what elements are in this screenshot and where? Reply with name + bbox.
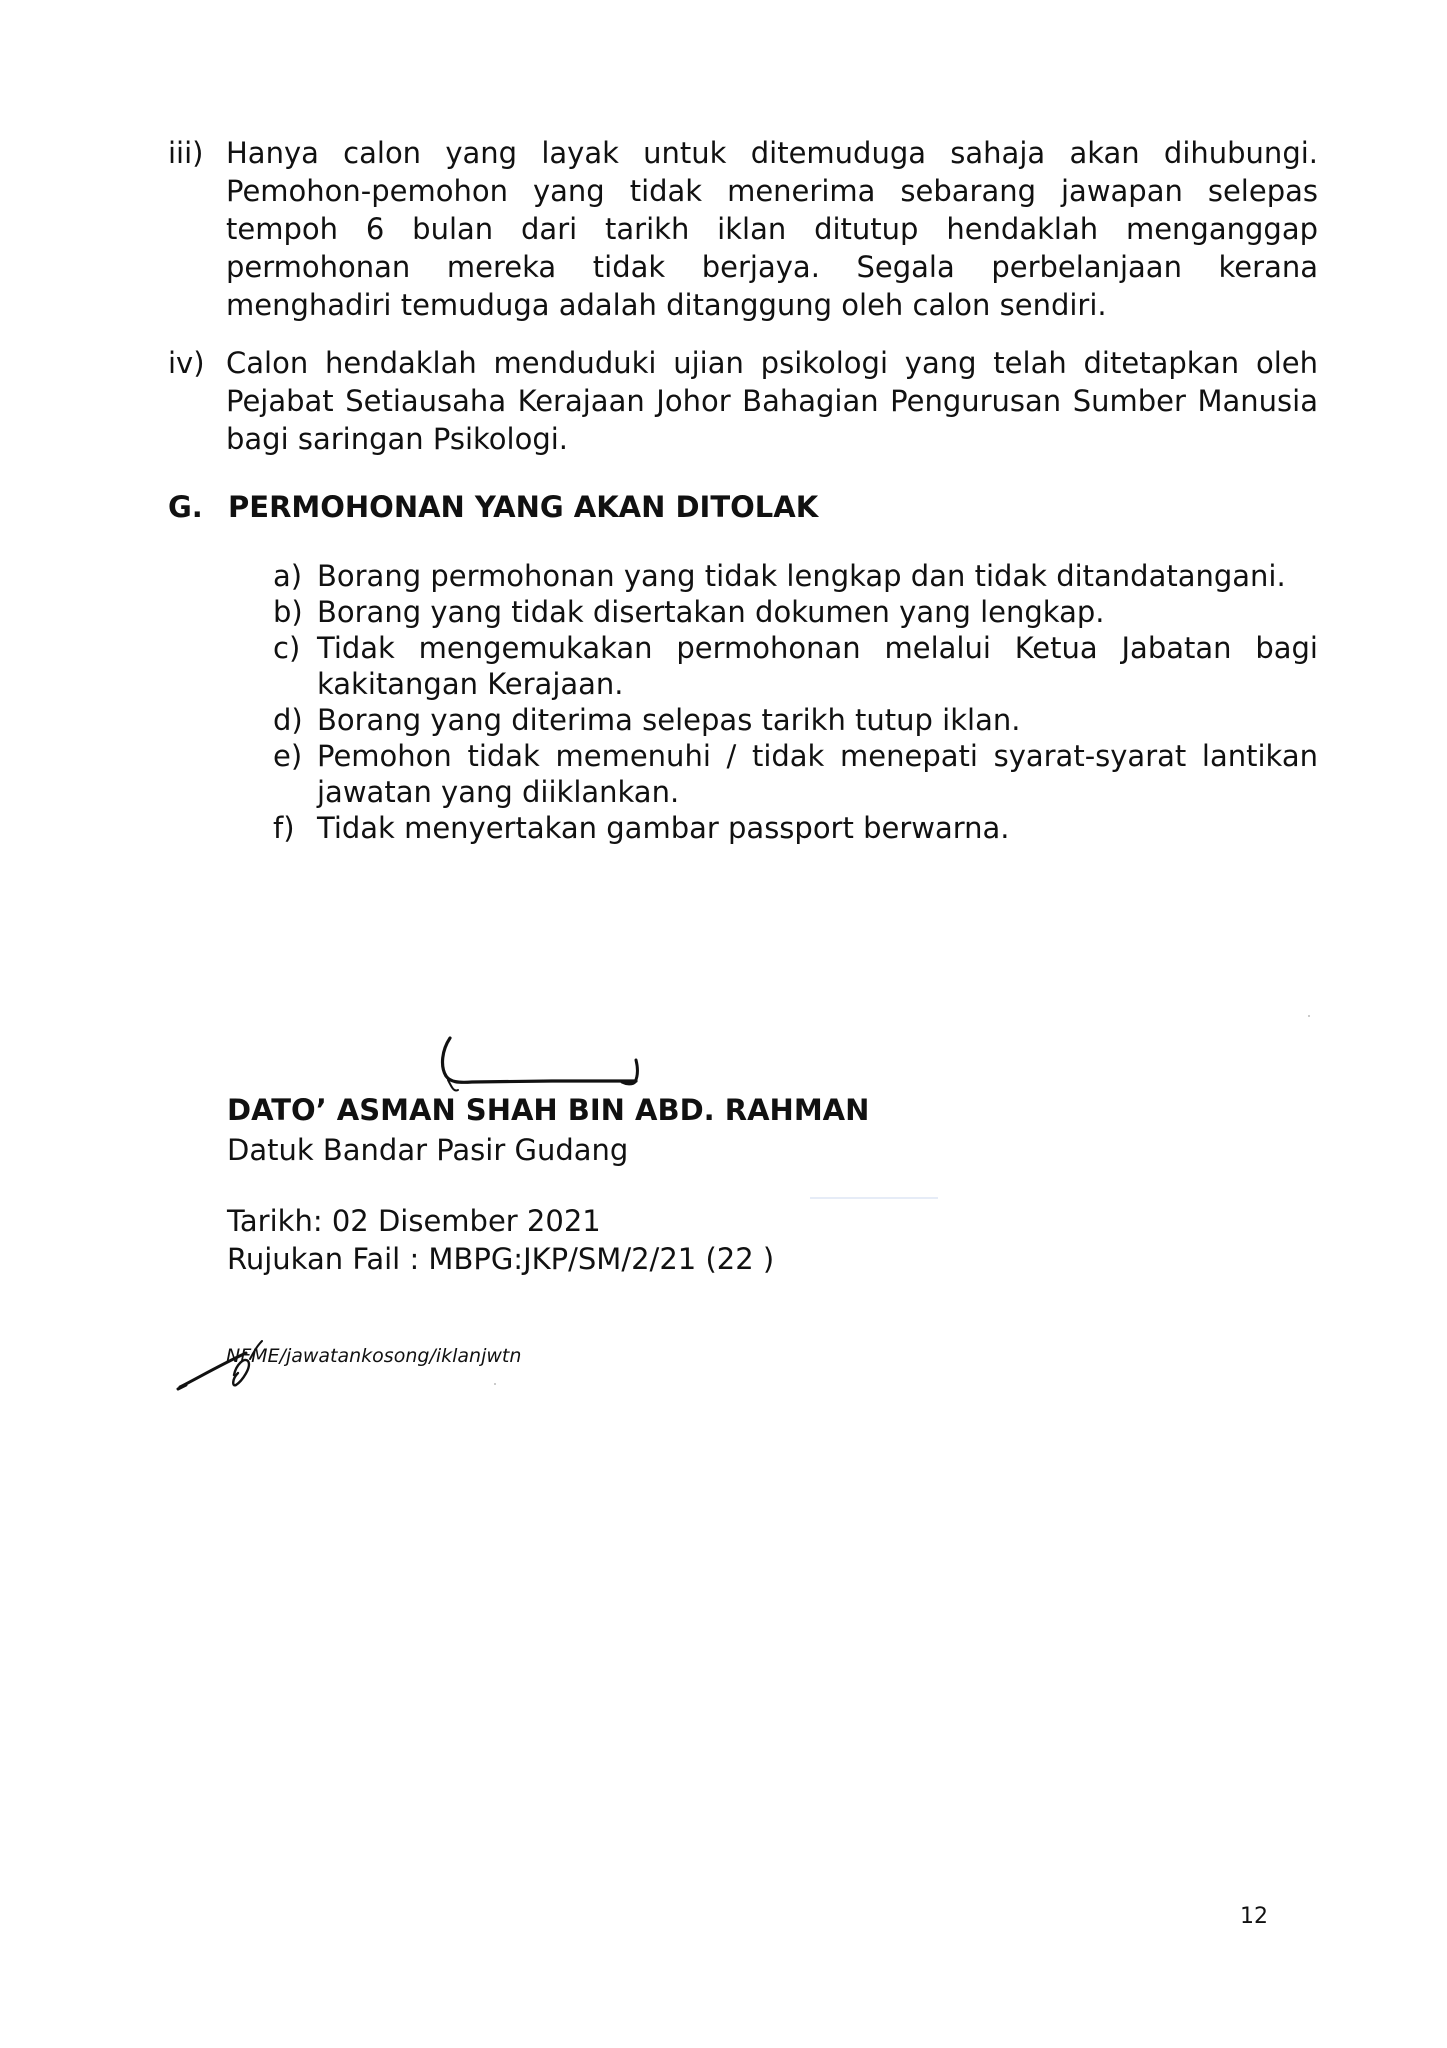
signatory-block	[227, 1090, 869, 1170]
list-item	[273, 810, 1318, 846]
signatory-title: Datuk Bandar Pasir Gudang	[227, 1133, 629, 1167]
list-item	[273, 702, 1318, 738]
signature	[432, 1032, 652, 1098]
list-item	[273, 630, 1318, 702]
page-number: 12	[1240, 1904, 1268, 1929]
list-item-text: Borang yang tidak disertakan dokumen yang lengkap.	[317, 595, 1105, 629]
list-item-text: Tidak mengemukakan permohonan melalui Ketua Jabatan bagi kakitangan Kerajaan.	[317, 631, 1318, 701]
rejection-reasons-list	[273, 558, 1318, 846]
section-title: PERMOHONAN YANG AKAN DITOLAK	[228, 490, 819, 524]
section-letter: G.	[168, 490, 203, 524]
file-reference: Rujukan Fail : MBPG:JKP/SM/2/21 (22 )	[227, 1242, 775, 1276]
list-item	[273, 738, 1318, 810]
list-item-text: Calon hendaklah menduduki ujian psikologi yang telah ditetapkan oleh Pejabat Setiausaha Kerajaan Johor Bahagian Pengurusan Sumber Manusia bagi saringan Psikologi.	[226, 346, 1318, 456]
section-heading	[168, 488, 818, 526]
speck	[494, 1383, 496, 1385]
list-marker: iv)	[168, 346, 205, 380]
list-item-text: Hanya calon yang layak untuk ditemuduga sahaja akan dihubungi. Pemohon-pemohon yang tidak menerima sebarang jawapan selepas tempoh 6 bulan dari tarikh iklan ditutup hendaklah menganggap permohonan mereka tidak berjaya. Segala perbelanjaan kerana menghadiri temuduga adalah ditanggung oleh calon sendiri.	[226, 136, 1318, 322]
signatory-name: DATO’ ASMAN SHAH BIN ABD. RAHMAN	[227, 1093, 870, 1127]
list-marker: f)	[273, 811, 295, 845]
list-marker: b)	[273, 595, 303, 629]
list-item-iv	[168, 344, 1318, 458]
list-marker: c)	[273, 631, 301, 665]
file-path: NFME/jawatankosong/iklanjwtn	[226, 1345, 522, 1367]
list-marker: iii)	[168, 136, 204, 170]
list-marker: e)	[273, 739, 303, 773]
list-item	[273, 558, 1318, 594]
faint-mark	[810, 1197, 938, 1199]
document-date: Tarikh: 02 Disember 2021	[227, 1204, 601, 1238]
list-marker: d)	[273, 703, 303, 737]
list-item-iii	[168, 134, 1318, 324]
list-marker: a)	[273, 559, 303, 593]
list-item	[273, 594, 1318, 630]
list-item-text: Pemohon tidak memenuhi / tidak menepati syarat-syarat lantikan jawatan yang diiklankan.	[317, 739, 1318, 809]
list-item-text: Borang yang diterima selepas tarikh tutup iklan.	[317, 703, 1021, 737]
speck	[1308, 1015, 1310, 1017]
document-meta	[227, 1202, 774, 1278]
list-item-text: Tidak menyertakan gambar passport berwarna.	[317, 811, 1010, 845]
list-item-text: Borang permohonan yang tidak lengkap dan tidak ditandatangani.	[317, 559, 1286, 593]
